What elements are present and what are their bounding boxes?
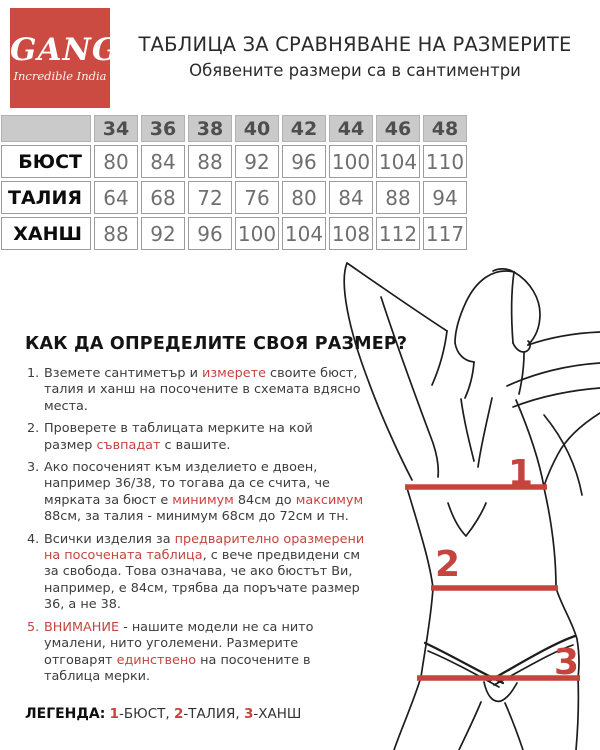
legend-text-segment: -ХАНШ bbox=[253, 706, 302, 722]
guide-text-segment: Вземете сантиметър и bbox=[44, 366, 202, 381]
measurement-value: 68 bbox=[141, 181, 185, 214]
measurement-label: ТАЛИЯ bbox=[1, 181, 91, 214]
waist-number-label: 2 bbox=[435, 544, 461, 585]
highlighted-text: максимум bbox=[295, 492, 364, 508]
highlighted-text: съвпадат bbox=[96, 437, 161, 453]
measurement-value: 108 bbox=[329, 217, 373, 250]
measurement-value: 84 bbox=[141, 145, 185, 178]
guide-item-text bbox=[44, 620, 365, 686]
measurement-row bbox=[1, 181, 467, 214]
measurement-value: 104 bbox=[376, 145, 420, 178]
legend-label: ЛЕГЕНДА: bbox=[25, 706, 106, 722]
measurement-lines bbox=[405, 453, 580, 683]
guide-item-number: 3. bbox=[27, 460, 40, 476]
legend-number: 1 bbox=[109, 706, 119, 722]
legend-items bbox=[105, 706, 301, 722]
guide-text-segment: с вашите. bbox=[160, 437, 231, 453]
guide-item bbox=[27, 532, 365, 614]
measurement-value: 92 bbox=[141, 217, 185, 250]
guide-text-segment: - нашите модели не са нито умалени, нито уголемени. Размерите отговарят bbox=[44, 619, 314, 668]
measurement-row bbox=[1, 217, 467, 250]
measurement-label: БЮСТ bbox=[1, 145, 91, 178]
guide-item bbox=[27, 366, 365, 415]
guide-item bbox=[27, 421, 365, 454]
size-header-row bbox=[1, 115, 467, 142]
guide-item-number: 5. bbox=[27, 619, 40, 635]
measurement-value: 72 bbox=[188, 181, 232, 214]
measurement-value: 84 bbox=[329, 181, 373, 214]
size-column-header: 42 bbox=[282, 115, 326, 142]
size-column-header: 44 bbox=[329, 115, 373, 142]
measurement-label: ХАНШ bbox=[1, 217, 91, 250]
size-column-header: 36 bbox=[141, 115, 185, 142]
measurement-value: 88 bbox=[94, 217, 138, 250]
guide-item-text bbox=[44, 366, 365, 415]
measurement-row bbox=[1, 145, 467, 178]
measurement-value: 96 bbox=[188, 217, 232, 250]
measurement-value: 64 bbox=[94, 181, 138, 214]
size-table bbox=[0, 112, 470, 253]
header-titles bbox=[112, 33, 598, 80]
brand-tagline: Incredible India bbox=[13, 69, 107, 83]
guide-text-segment: Всички изделия за bbox=[44, 531, 175, 547]
guide-item-text bbox=[44, 460, 365, 526]
guide-item bbox=[27, 620, 365, 686]
size-column-header: 34 bbox=[94, 115, 138, 142]
size-guide-list bbox=[27, 366, 365, 691]
size-column-header: 48 bbox=[423, 115, 467, 142]
guide-item-text bbox=[44, 421, 365, 454]
measurement-value: 80 bbox=[94, 145, 138, 178]
guide-item-text bbox=[44, 532, 365, 614]
measurement-value: 92 bbox=[235, 145, 279, 178]
guide-item-number: 4. bbox=[27, 531, 40, 547]
highlighted-text: измерете bbox=[202, 366, 266, 381]
guide-text-segment: 88см, за талия - минимум 68см до 72см и тн. bbox=[44, 509, 349, 525]
measurement-value: 104 bbox=[282, 217, 326, 250]
hips-number-label: 3 bbox=[554, 642, 580, 683]
guide-text-segment: на посочените в таблица мерки. bbox=[44, 652, 311, 684]
highlighted-text: минимум bbox=[172, 492, 234, 508]
brand-logo bbox=[10, 8, 120, 108]
measurement-value: 88 bbox=[376, 181, 420, 214]
page-subtitle: Обявените размери са в сантиментри bbox=[189, 61, 521, 80]
legend-text-segment: -БЮСТ, bbox=[119, 706, 174, 722]
guide-item bbox=[27, 460, 365, 526]
legend-number: 3 bbox=[243, 706, 254, 722]
guide-text-segment: , с вече предвидени см за свобода. Това означава, че ако бюстът Ви, например, е 84см, трябва да поръчате размер 36, а не 38. bbox=[44, 548, 360, 613]
guide-text-segment: 84см до bbox=[233, 492, 296, 508]
highlighted-text: единствено bbox=[116, 652, 197, 668]
measurement-value: 112 bbox=[376, 217, 420, 250]
measurement-value: 88 bbox=[188, 145, 232, 178]
guide-text-segment: Проверете в таблицата мерките на кой размер bbox=[44, 421, 313, 453]
measurement-value: 117 bbox=[423, 217, 467, 250]
guide-heading: КАК ДА ОПРЕДЕЛИТЕ СВОЯ РАЗМЕР? bbox=[25, 334, 408, 354]
legend bbox=[25, 706, 301, 722]
highlighted-text: ВНИМАНИЕ bbox=[44, 619, 120, 635]
size-table-corner bbox=[1, 115, 91, 142]
size-column-header: 46 bbox=[376, 115, 420, 142]
brand-name: GANG bbox=[10, 32, 120, 68]
measurement-value: 76 bbox=[235, 181, 279, 214]
size-table-body bbox=[1, 145, 467, 250]
size-column-header: 38 bbox=[188, 115, 232, 142]
legend-text-segment: -ТАЛИЯ, bbox=[183, 706, 244, 722]
guide-text-segment: Ако посоченият към изделието е двоен, например 36/38, то тогава да се счита, че мярката за бюст е bbox=[44, 460, 330, 508]
guide-text-segment: своите бюст, талия и ханш на посочените в схемата вдясно места. bbox=[44, 366, 361, 414]
legend-number: 2 bbox=[173, 706, 184, 722]
bust-number-label: 1 bbox=[508, 453, 534, 494]
measurement-value: 100 bbox=[235, 217, 279, 250]
guide-item-number: 1. bbox=[27, 366, 40, 381]
measurement-value: 94 bbox=[423, 181, 467, 214]
measurement-value: 110 bbox=[423, 145, 467, 178]
highlighted-text: предварително оразмерени на посочената таблица bbox=[44, 531, 365, 564]
guide-item-number: 2. bbox=[27, 421, 40, 437]
measurement-value: 96 bbox=[282, 145, 326, 178]
size-column-header: 40 bbox=[235, 115, 279, 142]
measurement-value: 100 bbox=[329, 145, 373, 178]
measurement-diagram bbox=[335, 255, 600, 750]
page-title: ТАБЛИЦА ЗА СРАВНЯВАНЕ НА РАЗМЕРИТЕ bbox=[138, 33, 572, 56]
measurement-value: 80 bbox=[282, 181, 326, 214]
